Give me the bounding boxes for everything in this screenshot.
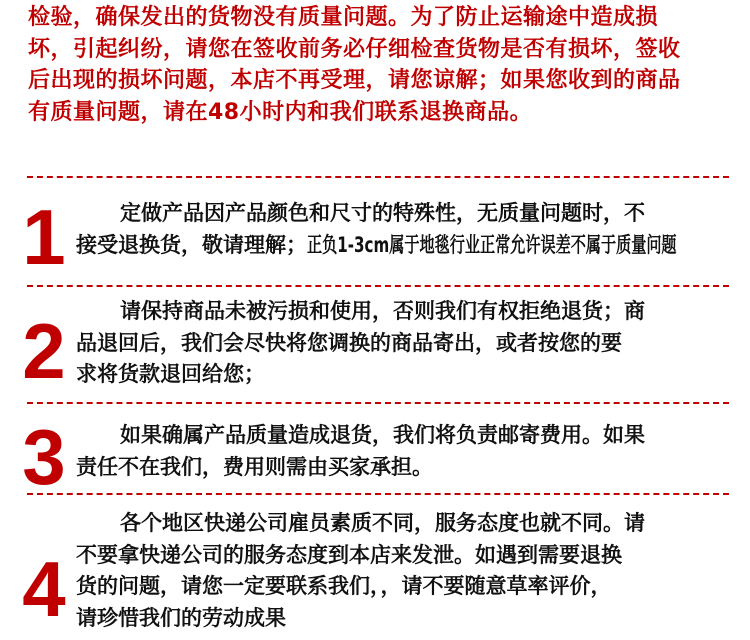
rule-line-segment: 接受退换货，敬请理解； (76, 232, 307, 257)
rule-number-1: 1 (22, 193, 66, 281)
dashed-divider (27, 493, 729, 495)
rule-line: 不要拿快递公司的服务态度到本店来发泄。如遇到需要退换 (76, 542, 622, 567)
dashed-divider (27, 402, 729, 404)
dashed-divider (27, 176, 729, 178)
rule-number-2: 2 (22, 307, 66, 395)
rule-text-4 (76, 508, 728, 634)
rule-line (76, 230, 728, 262)
rule-text-1 (76, 198, 728, 261)
rule-line: 请保持商品未被污损和使用，否则我们有权拒绝退货；商 (120, 299, 645, 323)
rule-line: 货的问题，请您一定要联系我们，，请不要随意草率评价， (76, 574, 612, 598)
intro-line: 有质量问题，请在48小时内和我们联系退换商品。 (28, 99, 533, 125)
rule-text-3 (76, 420, 728, 483)
rule-line: 责任不在我们，费用则需由买家承担。 (76, 454, 433, 479)
intro-line: 坏，引起纠纷，请您在签收前务必仔细检查货物是否有损坏，签收 (28, 36, 681, 62)
rule-text-2 (76, 296, 728, 391)
dashed-divider (27, 285, 729, 287)
rule-line: 请珍惜我们的劳动成果 (76, 605, 286, 630)
rule-number-4: 4 (22, 545, 66, 633)
rule-line: 各个地区快递公司雇员素质不同，服务态度也就不同。请 (120, 511, 645, 535)
rule-line-segment-condensed: 正负1-3cm属于地毯行业正常允许误差不属于质量问题 (307, 232, 677, 257)
intro-line: 后出现的损坏问题，本店不再受理，请您谅解；如果您收到的商品 (28, 68, 681, 94)
rule-line: 求将货款退回给您； (76, 362, 265, 386)
intro-paragraph (28, 2, 728, 128)
rule-line: 定做产品因产品颜色和尺寸的特殊性，无质量问题时，不 (120, 201, 645, 225)
intro-line: 检验，确保发出的货物没有质量问题。为了防止运输途中造成损 (28, 5, 659, 30)
rule-line: 如果确属产品质量造成退货，我们将负责邮寄费用。如果 (120, 423, 645, 447)
rule-number-3: 3 (22, 413, 66, 501)
rule-line: 品退回后，我们会尽快将您调换的商品寄出，或者按您的要 (76, 330, 622, 355)
